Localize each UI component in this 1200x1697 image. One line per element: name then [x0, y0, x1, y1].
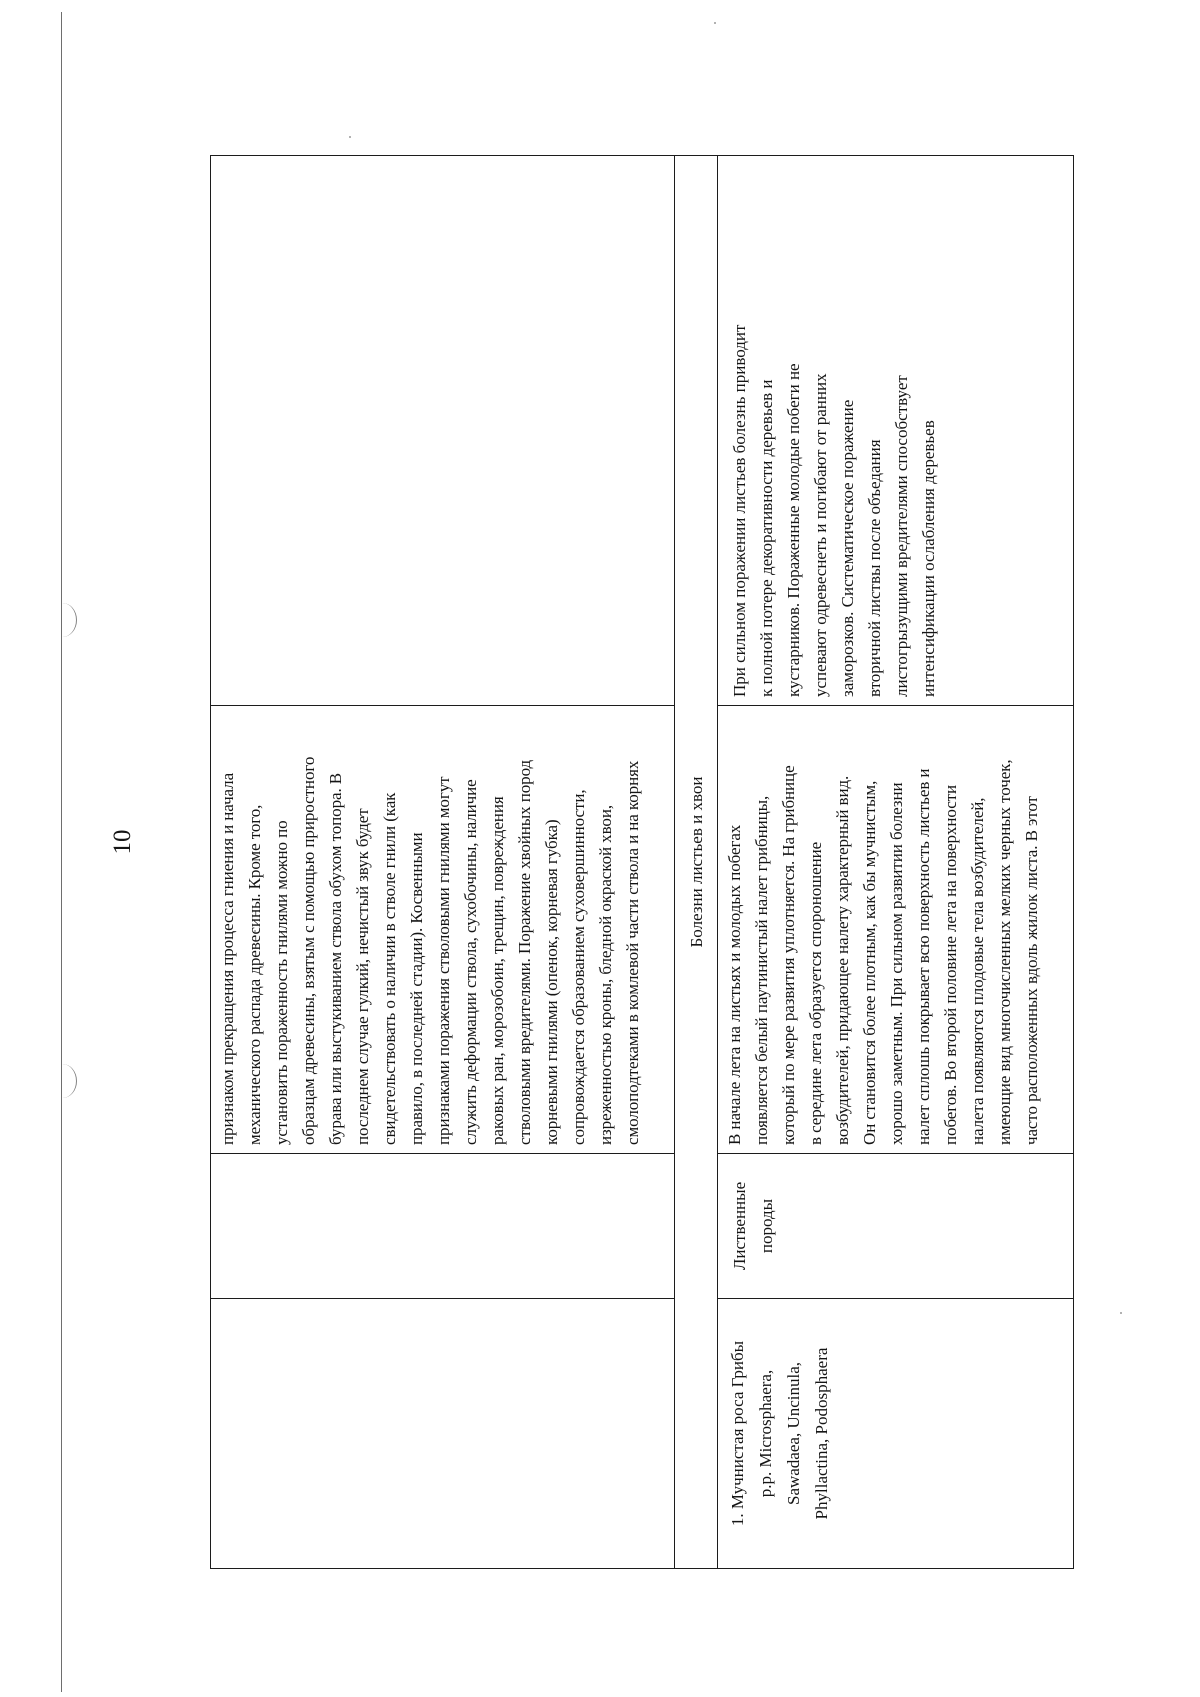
empty-impact-cell: [211, 156, 675, 706]
disease-name-cell: [718, 1299, 1074, 1569]
section-heading: Болезни листьев и хвои: [686, 776, 706, 948]
section-heading-cell: [675, 156, 718, 1569]
page-number: 10: [109, 829, 136, 855]
disease-name: 1. Мучнистая роса Грибы р.р. Microsphaera, Sawadaea, Uncinula, Phyllactina, Podosphaera: [728, 1340, 831, 1527]
host-trees-cell: [718, 1154, 1074, 1299]
powdery-mildew-row: [718, 156, 1074, 1569]
continued-table-row: [211, 156, 675, 1569]
host-trees: Лиственные породы: [730, 1181, 776, 1271]
rot-diagnosis-description: признаком прекращения процесса гниения и начала механического распада древесины. Кроме того, установить пораженность гнилями можно по образцам древесины, взятым с помощью приростного бурава или выстукиванием ствола обухом топора. В последнем случае гулкий, нечистый звук будет свидетельствовать о наличии в стволе гнили (как правило, в последней стадии). Косвенными признаками поражения стволовыми гнилями могут служить деформации ствола, сухобочины, наличие раковых ран, морозобоин, трещин, повреждения стволовыми вредителями. Поражение хвойных пород корневыми гнилями (опенок, корневая губка) сопровождается образованием суховершинности, изреженностью кроны, бледной окраской хвои, смолоподтеками в комлевой части ствола и на корнях: [218, 756, 642, 1145]
impact-cell-text: [211, 156, 215, 705]
rot-diagnosis-description-cell: [211, 706, 675, 1154]
mildew-impact-cell: [718, 156, 1074, 706]
mildew-description: В начале лета на листьях и молодых побегах появляется белый паутинистый налет грибницы, который по мере развития уплотняется. На грибнице в середине лета образуется спороношение возбудителей, придающее налету характерный вид. Он становится более плотным, как бы мучнистым, хорошо заметным. При сильном развитии болезни налет сплошь покрывает всю поверхность листьев и побегов. Во второй половине лета на поверхности налета появляются плодовые тела возбудителей, имеющие вид многочисленных мелких черных точек, часто расположенных вдоль жилок листа. В этот: [725, 759, 1041, 1145]
mildew-description-cell: [718, 706, 1074, 1154]
empty-disease-cell: [211, 1299, 675, 1569]
disease-table: [210, 155, 1074, 1569]
empty-host-cell: [211, 1154, 675, 1299]
section-heading-row: [675, 156, 718, 1569]
mildew-impact: При сильном поражении листьев болезнь приводит к полной потере декоративности деревьев и кустарников. Пораженные молодые побеги не успевают одревеснеть и погибают от ранних заморозков. Систематическое поражение вторичной листвы после объедания листогрызущими вредителями способствует интенсификации ослабления деревьев: [730, 324, 938, 697]
disease-name-cell-text: [211, 1299, 215, 1568]
host-cell-text: [211, 1154, 215, 1298]
